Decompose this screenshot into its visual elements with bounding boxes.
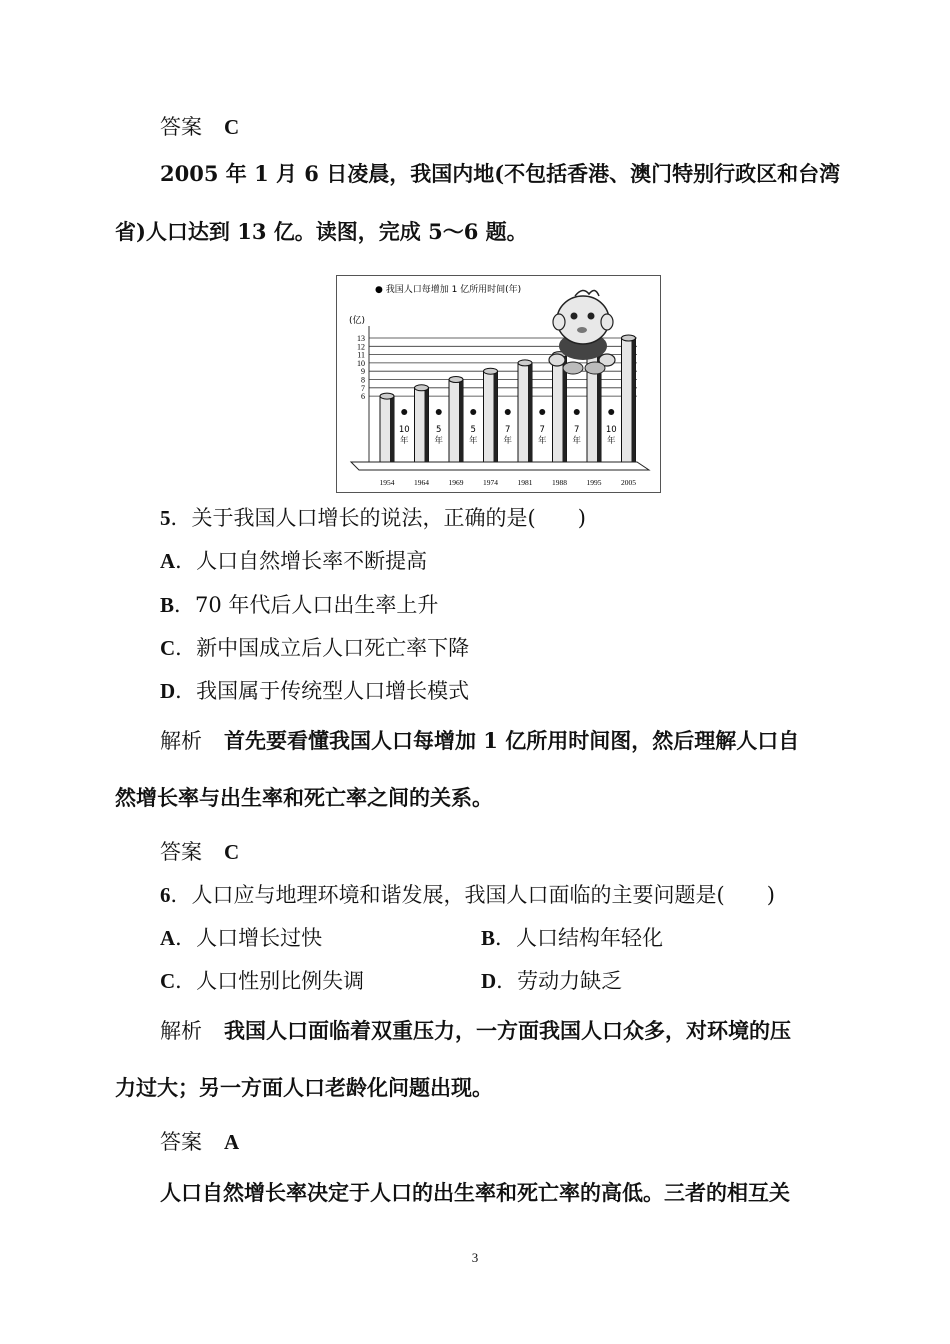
x-tick-label: 1964: [414, 478, 429, 487]
q5-text: ．关于我国人口增长的说法，正确的是( ): [170, 506, 586, 530]
bar-cap: [415, 385, 429, 391]
interval-label: [606, 409, 617, 446]
interval-text: 7: [505, 425, 511, 435]
q5-number: 5: [160, 506, 171, 530]
q5-option-c[interactable]: [160, 634, 469, 662]
population-chart-figure: [336, 275, 661, 493]
interval-text: 7: [574, 425, 580, 435]
answer-value: A: [224, 1130, 240, 1154]
analysis-label: 解析: [160, 729, 202, 753]
population-bar-chart: [337, 276, 662, 494]
x-tick-label: 1995: [586, 478, 602, 487]
option-text: ．人口增长过快: [175, 926, 323, 950]
bar: [484, 368, 498, 462]
q6-option-c[interactable]: [160, 969, 364, 993]
analysis-label: 解析: [160, 1019, 202, 1043]
x-tick-label: 1974: [483, 478, 498, 487]
q5-option-d[interactable]: [160, 677, 469, 705]
interval-label: [538, 409, 547, 446]
q5-option-b[interactable]: [160, 591, 438, 619]
interval-label: [469, 409, 478, 446]
interval-label: [503, 409, 512, 446]
answer-label: 答案: [160, 1130, 202, 1154]
page-number: 3: [471, 1250, 479, 1265]
analysis-text: 我国人口面临着双重压力，一方面我国人口众多，对环境的压: [224, 1018, 791, 1043]
intro-line-1: 2005 年 1 月 6 日凌晨，我国内地(不包括香港、澳门特别行政区和台湾: [160, 161, 841, 186]
interval-dot: [436, 409, 442, 415]
q6-option-b[interactable]: [481, 924, 663, 952]
bar-shade: [425, 388, 429, 462]
q5-answer: [160, 838, 239, 866]
bar-shade: [632, 338, 636, 462]
bar: [518, 360, 532, 462]
bar: [622, 335, 636, 462]
intro-line-2: 省)人口达到 13 亿。读图，完成 5～6 题。: [115, 219, 528, 244]
q6-stem: [160, 881, 775, 909]
option-label: C: [160, 969, 176, 993]
baby-cartoon-icon: [549, 290, 615, 374]
q6-option-a[interactable]: [160, 926, 322, 950]
q5-analysis-line-1: [160, 727, 799, 755]
interval-text: 7: [539, 425, 545, 435]
answer-label: 答案: [160, 840, 202, 864]
option-label: A: [160, 549, 176, 573]
q5-stem: [160, 504, 586, 532]
interval-text: 年: [434, 436, 444, 446]
answer-line-prev: [160, 113, 239, 141]
q6-text: ．人口应与地理环境和谐发展，我国人口面临的主要问题是( ): [170, 883, 775, 907]
y-tick-label: 10: [357, 358, 365, 368]
bar-cap: [518, 360, 532, 366]
bar-cap: [380, 393, 394, 399]
analysis-text: 首先要看懂我国人口每增加 1 亿所用时间图，然后理解人口自: [224, 728, 800, 753]
interval-dot: [401, 409, 407, 415]
option-text: ．70 年代后人口出生率上升: [174, 593, 439, 617]
bar: [380, 393, 394, 462]
interval-text: 年: [606, 436, 616, 446]
interval-text: 5: [436, 425, 442, 435]
y-tick-label: 11: [357, 350, 365, 360]
option-text: ．新中国成立后人口死亡率下降: [175, 636, 470, 660]
option-label: D: [160, 679, 176, 703]
interval-label: [399, 409, 410, 446]
bar: [449, 377, 463, 463]
bar-cap: [484, 368, 498, 374]
option-label: B: [481, 926, 496, 950]
option-text: ．人口自然增长率不断提高: [175, 549, 428, 573]
bar-shade: [459, 380, 463, 463]
bar-shade: [390, 396, 394, 462]
interval-text: 10: [398, 425, 410, 435]
chart-legend: ● 我国人口每增加 1 亿所用时间(年): [375, 285, 522, 295]
bar-shade: [528, 363, 532, 462]
q6-options-row-1: [160, 924, 860, 952]
option-label: A: [160, 926, 176, 950]
interval-label: [434, 409, 443, 446]
interval-label: [572, 409, 581, 446]
interval-text: 5: [470, 425, 476, 435]
bar-shade: [494, 371, 498, 462]
x-tick-label: 1954: [379, 478, 395, 487]
answer-value: C: [224, 840, 240, 864]
interval-dot: [539, 409, 545, 415]
q6-number: 6: [160, 883, 171, 907]
q6-option-d[interactable]: [481, 967, 622, 995]
q6-analysis-line-2: 力过大；另一方面人口老龄化问题出现。: [115, 1075, 493, 1100]
y-tick-label: 12: [357, 342, 365, 352]
answer-value: C: [224, 115, 240, 139]
q6-answer: [160, 1128, 239, 1156]
q5-option-a[interactable]: [160, 547, 427, 575]
y-tick-label: 7: [361, 383, 365, 393]
interval-text: 年: [468, 436, 478, 446]
option-text: ．我国属于传统型人口增长模式: [175, 679, 470, 703]
y-tick-label: 8: [361, 375, 365, 385]
interval-text: 年: [503, 436, 513, 446]
q6-analysis-line-1: [160, 1017, 791, 1045]
interval-dot: [505, 409, 511, 415]
bar-cap: [622, 335, 636, 341]
q5-analysis-line-2: 然增长率与出生率和死亡率之间的关系。: [115, 785, 493, 810]
bar-cap: [449, 377, 463, 383]
x-tick-label: 2005: [621, 478, 636, 487]
interval-text: 年: [572, 436, 582, 446]
interval-text: 10: [605, 425, 617, 435]
x-tick-label: 1988: [552, 478, 567, 487]
interval-text: 年: [399, 436, 409, 446]
interval-dot: [574, 409, 580, 415]
y-axis-unit: (亿): [349, 316, 366, 326]
bar: [415, 385, 429, 462]
interval-dot: [608, 409, 614, 415]
option-text: ．人口结构年轻化: [495, 926, 664, 950]
interval-text: 年: [537, 436, 547, 446]
x-tick-label: 1969: [448, 478, 464, 487]
tail-paragraph: 人口自然增长率决定于人口的出生率和死亡率的高低。三者的相互关: [160, 1180, 790, 1205]
option-label: C: [160, 636, 176, 660]
option-text: ．人口性别比例失调: [175, 969, 365, 993]
y-tick-label: 6: [361, 392, 365, 402]
y-tick-label: 9: [361, 367, 365, 377]
q6-options-row-2: [160, 967, 860, 995]
x-tick-label: 1981: [517, 478, 533, 487]
answer-label: 答案: [160, 115, 202, 139]
interval-dot: [470, 409, 476, 415]
option-label: B: [160, 593, 175, 617]
y-tick-label: 13: [357, 334, 365, 343]
option-text: ．劳动力缺乏: [496, 969, 623, 993]
option-label: D: [481, 969, 497, 993]
